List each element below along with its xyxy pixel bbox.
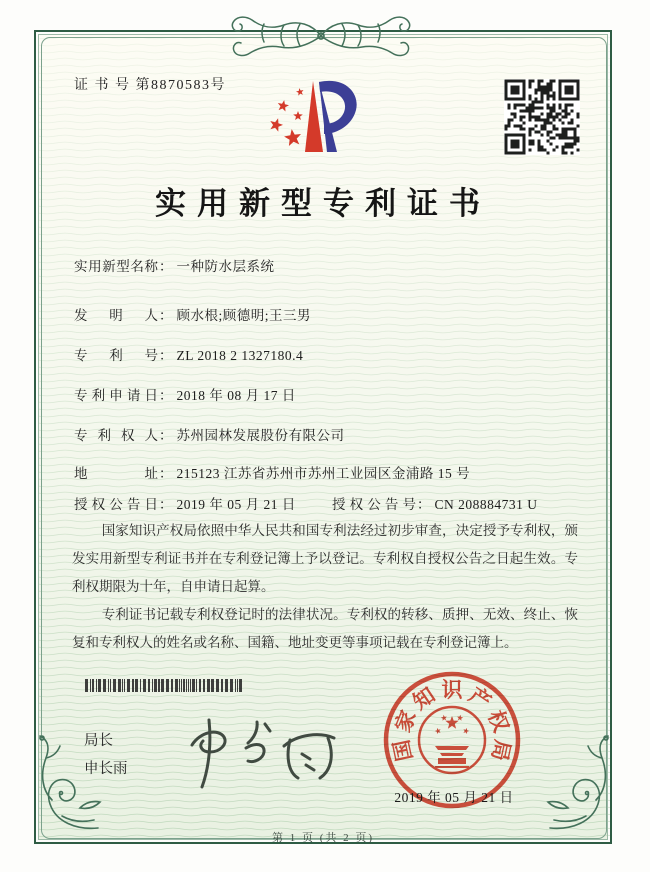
- commissioner-block: [84, 727, 128, 783]
- certificate-title: 实用新型专利证书: [155, 186, 491, 221]
- field-value: ZL 2018 2 1327180.4: [176, 348, 304, 363]
- field-label: 专利号: [74, 348, 158, 363]
- commissioner-title: 局长: [84, 733, 113, 749]
- grant-number: 授权公告号： CN 208884731 U: [332, 493, 538, 513]
- seal-date: 2019 年 05 月 21 日: [394, 790, 514, 805]
- field-value: 215123 江苏省苏州市苏州工业园区金浦路 15 号: [176, 466, 471, 481]
- field-filing-date: 专利申请日： 2018 年 08 月 17 日: [74, 384, 584, 404]
- page-footer: 第 1 页 (共 2 页): [271, 832, 375, 844]
- field-address: 地址： 215123 江苏省苏州市苏州工业园区金浦路 15 号: [74, 462, 584, 482]
- legal-paragraph-1: 国家知识产权局依照中华人民共和国专利法经过初步审查，决定授予专利权，颁发实用新型专利证书并在专利登记簿上予以登记。专利权自授权公告之日起生效。专利权期限为十年，自申请日起算。: [72, 523, 578, 594]
- svg-text:家: 家: [390, 707, 421, 736]
- grant-date-label: 授权公告日: [74, 497, 158, 512]
- national-emblem: [435, 746, 469, 768]
- handwritten-signature: [162, 710, 352, 795]
- grant-number-label: 授权公告号: [332, 497, 416, 512]
- field-label: 发明人: [74, 308, 158, 323]
- field-label: 实用新型名称: [74, 259, 158, 274]
- field-utility-model-name: 实用新型名称： 一种防水层系统: [74, 255, 584, 275]
- field-label: 专利申请日: [74, 388, 158, 403]
- grant-date-value: 2019 年 05 月 21 日: [176, 497, 296, 512]
- legal-paragraphs: [72, 517, 578, 657]
- svg-text:局: 局: [486, 737, 515, 764]
- svg-text:识: 识: [441, 678, 463, 702]
- barcode: [85, 679, 245, 692]
- field-value: 苏州园林发展股份有限公司: [176, 428, 345, 443]
- field-value: 一种防水层系统: [176, 259, 275, 274]
- field-value: 2018 年 08 月 17 日: [176, 388, 296, 403]
- commissioner-name: 申长雨: [84, 761, 128, 777]
- grant-number-value: CN 208884731 U: [434, 497, 538, 512]
- svg-text:权: 权: [483, 707, 514, 736]
- field-inventors: 发明人： 顾水根;顾德明;王三男: [74, 304, 584, 324]
- svg-text:产: 产: [464, 682, 496, 715]
- legal-paragraph-2: 专利证书记载专利权登记时的法律状况。专利权的转移、质押、无效、终止、恢复和专利权人的姓名或名称、国籍、地址变更等事项记载在专利登记簿上。: [72, 607, 578, 650]
- cnipa-logo: [250, 72, 378, 166]
- field-patentee: 专利权人： 苏州园林发展股份有限公司: [74, 424, 584, 444]
- field-label: 专利权人: [74, 428, 158, 443]
- field-patent-number: 专利号： ZL 2018 2 1327180.4: [74, 344, 584, 364]
- svg-text:知: 知: [408, 682, 440, 715]
- field-value: 顾水根;顾德明;王三男: [176, 308, 312, 323]
- certificate-number: 证 书 号 第8870583号: [74, 78, 226, 93]
- qr-code: [504, 79, 580, 155]
- svg-text:国: 国: [389, 737, 418, 764]
- grant-row: 授权公告日： 2019 年 05 月 21 日 授权公告号： CN 208884731 U: [74, 493, 584, 513]
- field-label: 地址: [74, 466, 158, 481]
